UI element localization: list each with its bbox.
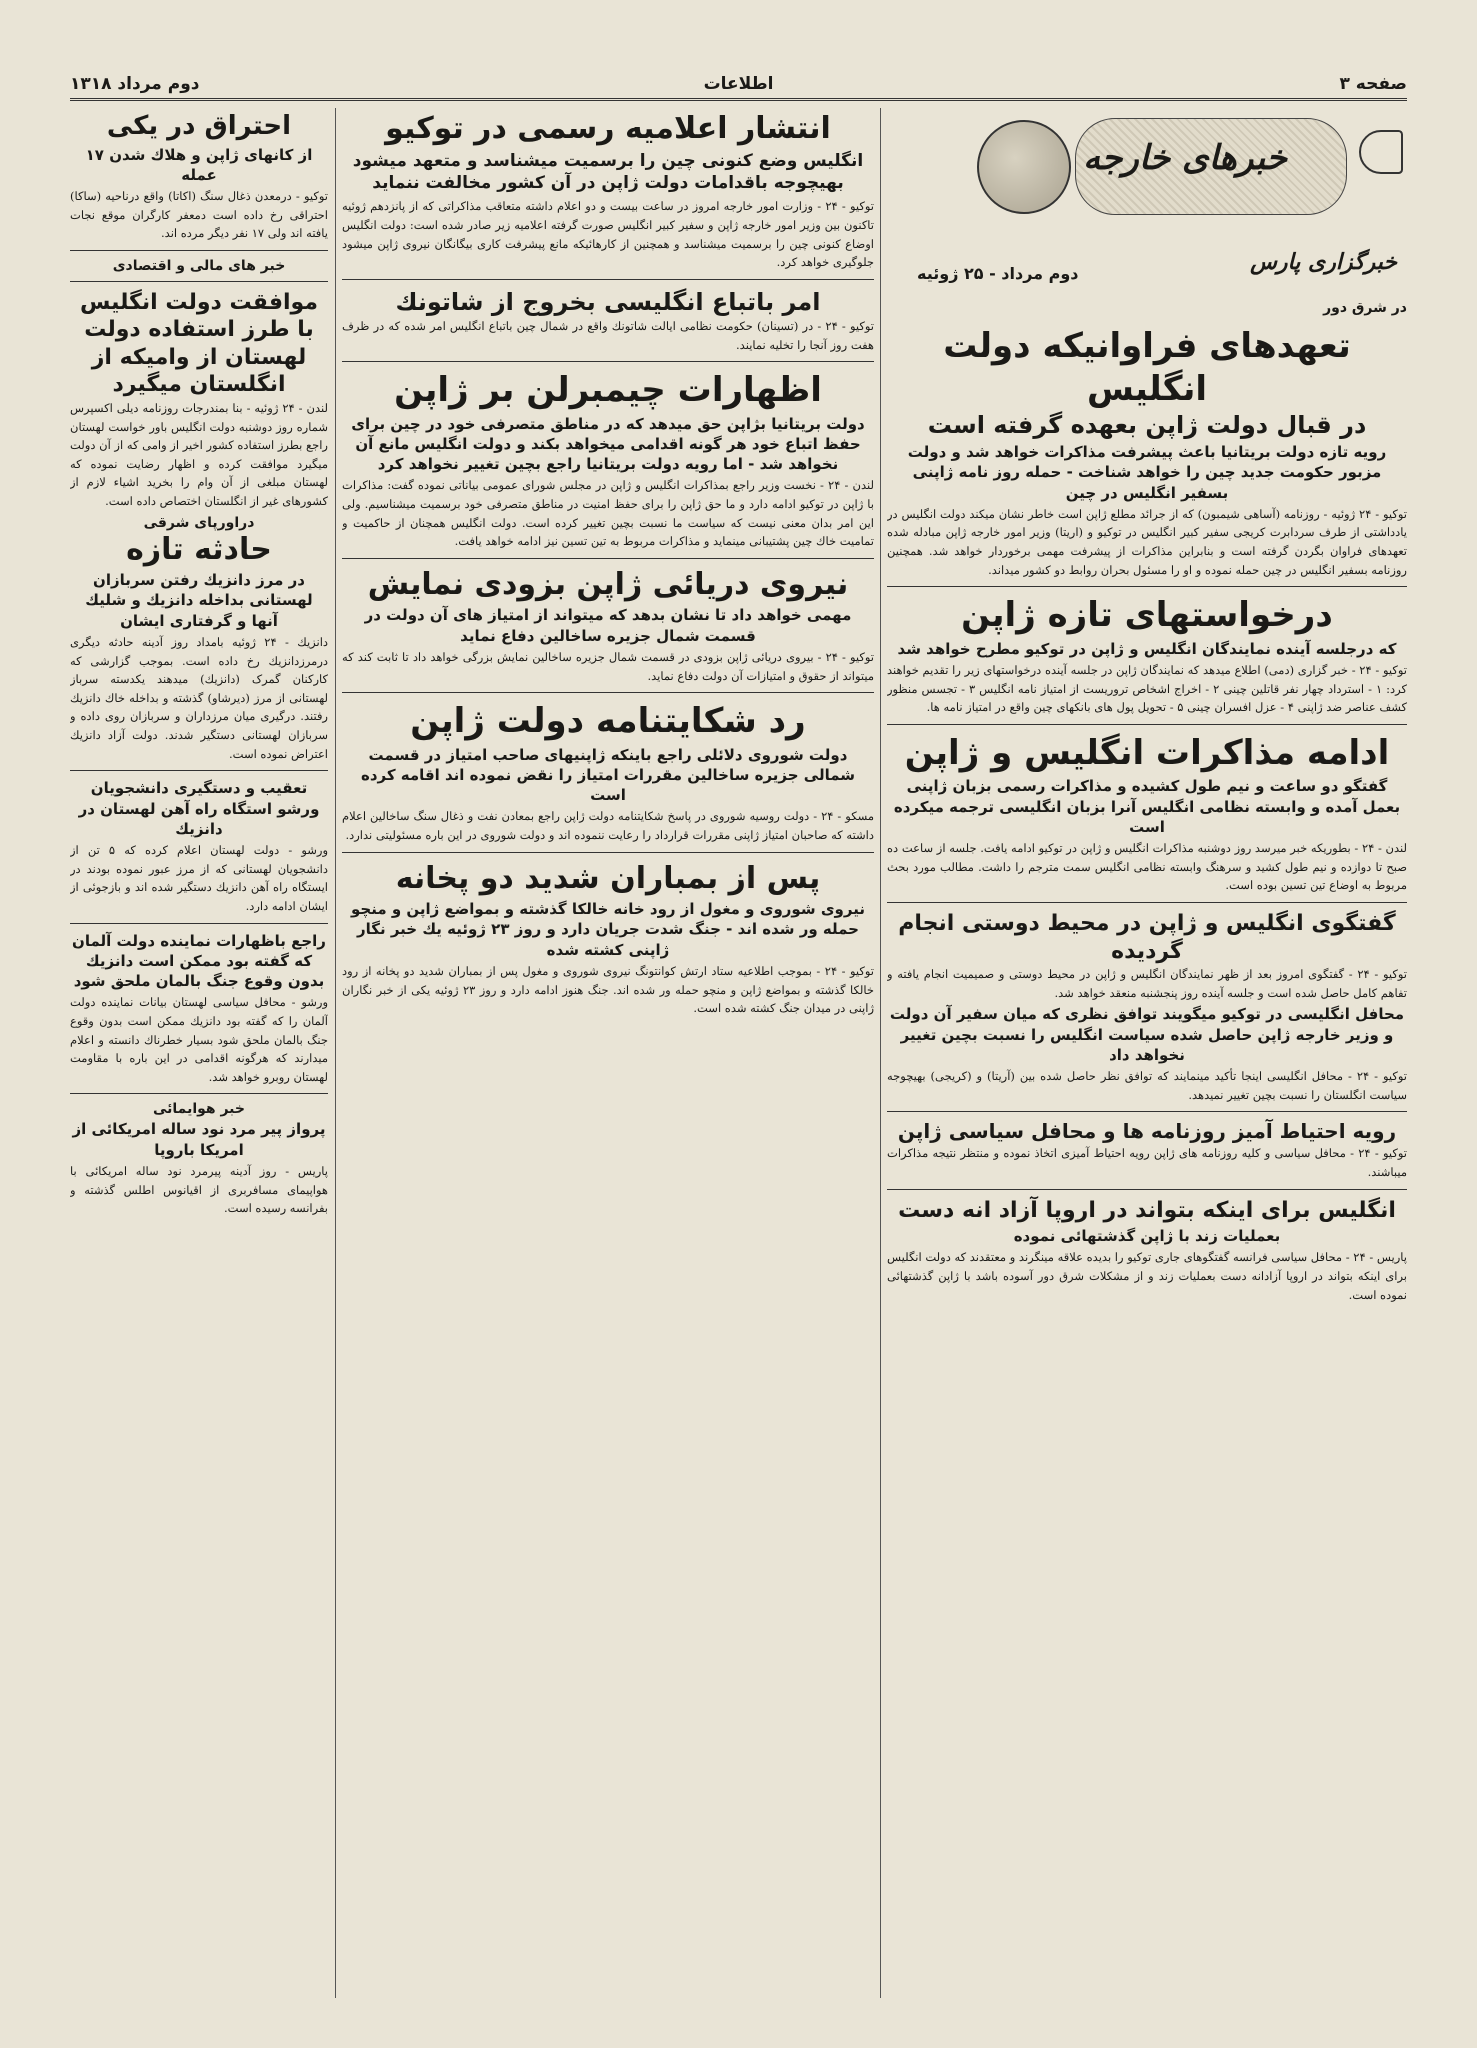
subheadline: در مرز دانزیك رفتن سربازان لهستانی بداخله دانزیك و شلیك آنها و گرفتاری ایشان <box>85 571 313 630</box>
subheadline: دولت شوروی دلائلی راجع باینکه ژاپنیهای صاحب امتیاز در قسمت شمالی جزیره ساخالین مقررات امتیاز را نقض نموده اند اقامه کرده است <box>360 745 856 805</box>
section-label: خبر هوایمائی <box>153 1101 245 1118</box>
page-header <box>70 70 1407 101</box>
article-body: توکیو - ۲۴ - بیروی دریائی ژاپن بزودی در قسمت شمال جزیره ساخالین نمایش بزرگی خواهد داد تا ثابت کند که میتواند از حقوق و امتیازات آن دولت دفاع نماید. <box>342 649 874 683</box>
headline-sub: در قبال دولت ژاپن بعهده گرفته است <box>927 411 1367 439</box>
subheadline: دولت بریتانیا بژاپن حق میدهد که در مناطق متصرفی خود در چین برای حفظ اتباع خود هر گونه اقدامی میخواهد بکند و دولت انگلیس مانع آن نخواهد شد - اما رویه دولت بریتانیا راجع بچین تغییر نخواهد کرد <box>351 414 865 474</box>
subheadline: که درجلسه آینده نمایندگان انگلیس و ژاپن در توکیو مطرح خواهد شد <box>897 639 1397 658</box>
banner-title: خبرهای خارجه <box>1083 138 1287 178</box>
article-body: پاریس - ۲۴ - محافل سیاسی فرانسه گفتگوهای جاری توکیو را بدیده علاقه مینگرند و معتقدند که دولت انگلیس برای اینکه بتواند در اروپا آزادانه دست بعملیات زند و از مشکلات شرق دور آسوده باشد با ژاپن گذشتهائی نموده است. <box>887 1250 1407 1302</box>
agency-date: دوم مرداد - ۲۵ ژوئیه <box>917 264 1079 283</box>
foreign-news-banner <box>887 110 1407 250</box>
divider <box>70 1093 328 1094</box>
divider <box>887 1189 1407 1190</box>
article-body: توکیو - ۲۴ - بموجب اطلاعیه ستاد ارتش کوانتونگ نیروی شوروی و مغول پس از بمباران شدید دو پخانه از رود خالکا گذشته و بمواضع ژاپن و منچو حمله ور شده اند. جنگ هنوز ادامه دارد و روز ۲۳ ژوئیه یکی از خبر نگاران ژاپنی در میدان جنگ کشته شده است. <box>342 963 874 1016</box>
headline: امر باتباع انگلیسی بخروج از شاتونك <box>395 287 821 316</box>
divider <box>70 770 328 771</box>
headline: گفتگوی انگلیس و ژاپن در محیط دوستی انجام گردیده <box>898 911 1396 964</box>
column-left <box>70 110 328 1990</box>
subheadline: رویه تازه دولت بریتانیا باعث پیشرفت مذاکرات خواهد شد و دولت مزبور حکومت جدید چین را خواهد شناخت - حمله روز نامه ژاپنی بسفیر انگلیس در چین <box>907 443 1387 502</box>
subheadline: مهمی خواهد داد تا نشان بدهد که میتواند از امتیاز های آن دولت در قسمت شمال جزیره ساخالین دفاع نماید <box>364 606 852 645</box>
subheadline: راجع باظهارات نماینده دولت آلمان که گفته بود ممکن است دانزیك بدون وقوع جنگ بالمان ملحق شود <box>72 931 326 990</box>
divider <box>70 281 328 282</box>
column-divider <box>335 108 336 1998</box>
headline: درخواستهای تازه ژاپن <box>961 595 1333 636</box>
article-body: پاریس - روز آدینه پیرمرد نود ساله امریکائی با هواپیمای مسافربری از اقیانوس اطلس گذشته و بفرانسه رسیده است. <box>70 1163 328 1216</box>
divider <box>70 923 328 924</box>
subheadline: پرواز پیر مرد نود ساله امریکائی از امریکا باروپا <box>72 1120 326 1159</box>
divider <box>887 902 1407 903</box>
headline: پس از بمباران شدید دو پخانه <box>395 860 821 896</box>
column-middle <box>342 110 874 1990</box>
article-body: توکیو - ۲۴ ژوئیه - روزنامه (آساهی شیمبون) که از جرائد مطلع ژاپن است خاطر نشان میکند دولت انگلیس در یادداشتی از طرف سردابرت کریجی سفیر کبیر انگلیس در توکیو و (اریتا) وزیر امور خارجه ژاپن مبادله شده تعهدهای فراوان بگردن گرفته است و بنابراین مذاکرات از پیشرفت مهمی برخوردار خواهد شد. همچنین روزنامه بسفیر انگلیس در چین حمله نموده و او را مسئول بحران روابط دو کشور میداند. <box>887 506 1407 577</box>
subheadline: گفتگو دو ساعت و نیم طول کشیده و مذاکرات رسمی بزبان ژاپنی بعمل آمده و وابسته نظامی انگلیس آنرا بزبان انگلیسی ترجمه میکرده است <box>893 777 1401 836</box>
article-body: توکیو - ۲۴ - در (تسینان) حکومت نظامی ایالت شاتونك واقع در شمال چین باتباع انگلیس امر شده که در ظرف هفت روز آنجا را تخلیه نمایند. <box>342 318 874 352</box>
article-body: دانزیك - ۲۴ ژوئیه بامداد روز آدینه حادثه دیگری درمرزدانزیك رخ داده است. بموجب گزارشی که کارکنان گمرک (دانزیك) میدهند یکدسته سرباز لهستانی از مرز (دیرشاو) گذشته و بداخله خاك دانزیك رفتند. درگیری میان مرزداران و سربازان روی داده و سربازان لهستانی دستگیر شدند. دولت آزاد دانزیك اعتراض نموده است. <box>70 634 328 761</box>
section-label: خبر های مالی و اقتصادی <box>112 257 286 274</box>
subheadline: بعملیات زند با ژاپن گذشتهائی نموده <box>1013 1227 1281 1245</box>
article-body: ورشو - دولت لهستان اعلام کرده که ۵ تن از دانشجویان لهستانی که از مرز عبور نموده بودند در ایستگاه راه آهن دانزیك دستگیر شده اند و بازجوئی از ایشان ادامه دارد. <box>70 843 328 913</box>
article-body: توکیو - ۲۴ - محافل انگلیسی اینجا تأکید مینمایند که توافق نظر حاصل شده بین (آریتا) و (کریجی) بهیچوجه سیاست انگلستان را نسبت بچین تغییر نمیدهد. <box>887 1069 1407 1102</box>
headline: حادثه تازه <box>126 531 272 567</box>
divider <box>342 361 874 362</box>
subheadline: محافل انگلیسی در توکیو میگویند توافق نظری که میان سفیر آن دولت و وزیر خارجه ژاپن حاصل شده سیاست انگلیس را نسبت بچین تغییر نخواهد داد <box>889 1005 1405 1064</box>
subheadline: انگلیس وضع کنونی چین را برسمیت میشناسد و متعهد میشود بهیچوجه باقدامات دولت ژاپن در آن کشور مخالفت ننماید <box>352 150 864 194</box>
article-body: توکیو - درمعدن ذغال سنگ (اکاتا) واقع درناحیه (ساکا) احتراقی رخ داده است دمعفر کارگران موقع نجات یافته اند ولی ۱۷ نفر دیگر مرده اند. <box>70 189 328 241</box>
headline: انگلیس برای اینکه بتواند در اروپا آزاد انه دست <box>898 1197 1396 1223</box>
masthead: اطلاعات <box>703 74 774 94</box>
divider <box>342 852 874 853</box>
page-number: صفحه ۳ <box>1339 74 1407 94</box>
megaphone-icon <box>1359 130 1403 174</box>
headline: احتراق در یکی <box>106 111 292 141</box>
headline: رویه احتیاط آمیز روزنامه ها و محافل سیاسی ژاپن <box>897 1119 1397 1144</box>
article-body: مسکو - ۲۴ - دولت روسیه شوروی در پاسخ شکایتنامه دولت ژاپن راجع بمعادن نفت و ذغال سنگ ساخالین اعلام داشته که صاحبان امتیاز ژاپنی مقررات قرارداد را رعایت ننموده اند و دولت شوروی در این باره مسئولیتی ندارد. <box>342 809 874 842</box>
headline: نیروی دریائی ژاپن بزودی نمایش <box>367 566 849 602</box>
article-body: ورشو - محافل سیاسی لهستان بیانات نماینده دولت آلمان را که گفته بود دانزیك ممکن است بدون وقوع جنگ بالمان ملحق شود بسیار خطرناك دانسته و اعلام میدارند که هرگونه اقدامی در این باره با مقاومت لهستان روبرو خواهد شد. <box>70 995 328 1084</box>
headline: اظهارات چیمبرلن بر ژاپن <box>394 370 822 411</box>
divider <box>70 250 328 251</box>
subheadline: نیروی شوروی و مغول از رود خانه خالکا گذشته و بمواضع ژاپن و منچو حمله ور شده اند - جنگ شدت جریان دارد و روز ۲۳ ژوئیه یك خبر نگار ژاپنی کشته شده <box>351 900 865 959</box>
column-divider <box>880 108 881 1998</box>
headline: انتشار اعلامیه رسمی در توکیو <box>385 111 831 146</box>
divider <box>887 724 1407 725</box>
section-label: دراورپای شرقی <box>143 514 255 531</box>
divider <box>342 558 874 559</box>
article-body: لندن - ۲۴ - بطوریکه خبر میرسد روز دوشنبه مذاکرات انگلیس و ژاپن در توکیو ادامه یافت. جلسه از ساعت ده صبح تا دوازده و نیم طول کشید و سرهنگ وابسته نظامی انگلیس سمت مترجم را داشت. مطالب مورد بحث مربوط به اوضاع تین تسین بوده است. <box>887 841 1407 893</box>
article-body: توکیو - ۲۴ - محافل سیاسی و کلیه روزنامه های ژاپن رویه احتیاط آمیزی اتخاذ نموده و منتظر نتیجه مذاکرات میباشند. <box>887 1146 1407 1179</box>
column-right <box>887 110 1407 1990</box>
headline: ادامه مذاکرات انگلیس و ژاپن <box>904 732 1390 773</box>
subheadline: از کانهای ژاپن و هلاك شدن ۱۷ عمله <box>85 145 313 184</box>
headline: رد شکایتنامه دولت ژاپن <box>410 701 806 742</box>
article-body: توکیو - ۲۴ - وزارت امور خارجه امروز در ساعت بیست و دو اعلام داشته متعاقب مذاکراتی که از پانزدهم ژوئیه تاکنون بین وزیر امور خارجه ژاپن و سفیر کبیر انگلیس صورت گرفته اعلامیه زیر صادر شده است: دولت انگلیس اوضاع کنونی چین را برسمیت میشناسد و همچنین از کارهائیکه مانع پیشرفت کاری بیگانگان نیروی ژاپن میشود جلوگیری خواهد کرد. <box>342 199 874 270</box>
headline: موافقت دولت انگلیس با طرز استفاده دولت لهستان از وامیکه از انگلستان میگیرد <box>80 289 318 398</box>
article-body: لندن - ۲۴ ژوئیه - بنا بمندرجات روزنامه دیلی اکسپرس شماره روز دوشنبه دولت انگلیس باور خواست لهستان راجع بطرز استفاده کشور اخیر از وامی که از آن دولت میگیرد موافقت کرده و اظهار رضایت نموده که لهستان مبلغی از آن وام را بخرید اشیاء لازم از کشورهای غیر از انگلستان اختصاص داده است. <box>70 400 328 508</box>
agency-name: خبرگزاری پارس <box>1250 250 1397 275</box>
article-body: توکیو - ۲۴ - گفتگوی امروز بعد از ظهر نمایندگان انگلیس و ژاپن در محیط دوستی و صمیمیت انجام یافته و تفاهم کامل حاصل شده است و جلسه آینده روز پنجشنبه منعقد خواهد شد. <box>887 967 1407 1000</box>
divider <box>887 1111 1407 1112</box>
headline: تعهدهای فراوانیکه دولت انگلیس <box>943 326 1351 409</box>
subheadline: تعقیب و دستگیری دانشجویان ورشو استگاه راه آهن لهستان در دانزیك <box>78 779 320 838</box>
article-body: توکیو - ۲۴ - خبر گزاری (دمی) اطلاع میدهد که نمایندگان ژاپن در جلسه آینده درخواستهای زیر را تقدیم خواهند کرد: ۱ - استرداد چهار نفر قاتلین چینی ۲ - اخراج اشخاص تروریست از امتیاز نامه انگلیس ۳ - تجسس منظور کشف عناصر ضد ژاپنی ۴ - عزل افسران چینی ۵ - تحویل پول های بانکهای چین واقع در امتیاز نامه ها. <box>887 663 1407 715</box>
region-label: در شرق دور <box>1323 300 1407 316</box>
issue-date: دوم مرداد ۱۳۱۸ <box>70 74 200 94</box>
article-body: لندن - ۲۴ - نخست وزیر راجع بمذاکرات انگلیس و ژاپن در مجلس شورای عمومی بیاناتی نموده گفت: مذاکرات با ژاپن در توکیو ادامه دارد و ما حق ژاپن را برای حفظ امنیت در مناطق متصرفی خود برسمیت میشناسیم. ولی این امر بدان معنی نیست که سیاست ما نسبت بچین تغییر کرده است. دولت انگلیس همچنان از حاکمیت و تمامیت خاك چین پشتیبانی مینماید و مذاکرات مربوط به تین تسین نیز ادامه خواهد یافت. <box>342 478 874 549</box>
divider <box>342 279 874 280</box>
divider <box>887 586 1407 587</box>
globe-icon <box>977 120 1071 214</box>
divider <box>342 692 874 693</box>
